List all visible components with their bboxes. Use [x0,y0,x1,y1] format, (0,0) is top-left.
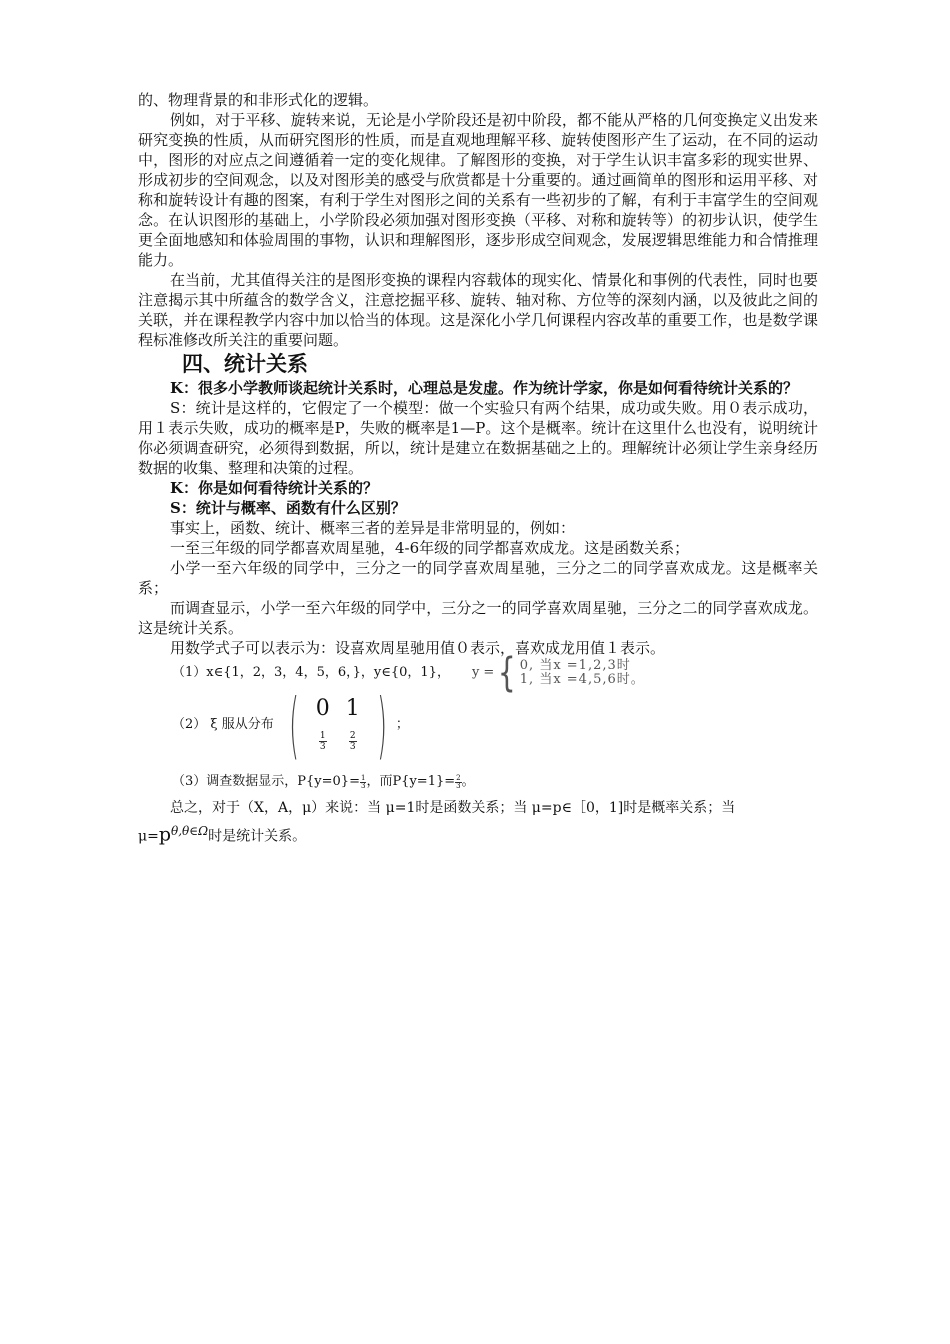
piecewise-function [471,650,645,696]
formula-2-text: （2） ξ 服从分布 [172,717,274,732]
fraction-denominator: 3 [456,781,461,790]
paragraph-1: 的、物理背景的和非形式化的逻辑。 [138,91,379,109]
question-1: K：很多小学教师谈起统计关系时，心理总是发虚。作为统计学家，你是如何看待统计关系的？ [170,379,799,397]
piecewise-cases [520,659,645,687]
fraction-denominator: 3 [319,741,326,752]
summary-theta: θ,θ∈Ω [171,824,209,838]
formula-1 [138,650,818,696]
paragraph-2: 例如，对于平移、旋转来说，无论是小学阶段还是初中阶段，都不能从严格的几何变换定义出发来研究变换的性质，从而研究图形的性质，而是直观地理解平移、旋转使图形产生了运动，在不同的运动中，图形的对应点之间遵循着一定的变化规律。了解图形的变换，对于学生认识丰富多彩的现实世界、形成初步的空间观念，以及对图形美的感受与欣赏都是十分重要的。通过画简单的图形和运用平移、对称和旋转设计有趣的图案，有利于学生对图形之间的关系有一些初步的了解，有利于丰富学生的空间观念。在认识图形的基础上，小学阶段必须加强对图形变换（平移、对称和旋转等）的初步认识，使学生更全面地感知和体验周围的事物，认识和理解图形，逐步形成空间观念，发展逻辑思维能力和合情推理能力。 [138,111,818,269]
formula-3-end: 。 [461,774,475,789]
fraction-denominator: 3 [349,741,356,752]
formula-2 [138,683,818,767]
formula-2-end: ； [395,717,409,732]
brace-icon: { [498,650,516,696]
example-probability: 小学一至六年级的同学中，三分之一的同学喜欢周星驰，三分之二的同学喜欢成龙。这是概率关系； [138,559,818,597]
matrix-prob-0 [308,731,338,752]
document-page [138,90,818,850]
formula-1-text: （1）x∈{1，2，3，4，5，6，}，y∈{0，1}， [172,665,450,680]
formula-3 [138,768,818,796]
formula-3-text-b: ，而P{y=1}= [366,774,456,789]
paragraph-3: 在当前，尤其值得关注的是图形变换的课程内容载体的现实化、情景化和事例的代表性，同时也要注意揭示其中所蕴含的数学含义，注意挖掘平移、旋转、轴对称、方位等的深刻内涵，以及彼此之间的关联，并在课程教学内容中加以恰当的体现。这是深化小学几何课程内容改革的重要工作，也是数学课程标准修改所关注的重要问题。 [138,271,818,349]
matrix-value-0: 0 [315,696,330,721]
question-2: K：你是如何看待统计关系的？ [170,479,379,497]
piecewise-case-1: 0, 当x =1,2,3时 [519,658,631,673]
left-paren-icon: ( [288,683,299,767]
summary-line-2 [138,818,818,850]
piecewise-case-2: 1, 当x =4,5,6时。 [519,672,645,687]
summary-mu: μ= [138,828,159,845]
piecewise-y: y = [471,665,495,680]
example-statistics: 而调查显示，小学一至六年级的同学中，三分之一的同学喜欢周星驰，三分之二的同学喜欢成龙。这是统计关系。 [138,599,818,637]
answer-1: S：统计是这样的，它假定了一个模型：做一个实验只有两个结果，成功或失败。用０表示成功，用１表示失败，成功的概率是P，失败的概率是1—P。这个是概率。统计在这里什么也没有，说明统计你必须调查研究，必须得到数据，所以，统计是建立在数据基础之上的。理解统计必须让学生亲身经历数据的收集、整理和决策的过程。 [138,399,818,477]
summary-line-1: 总之，对于（X，A，μ）来说：当 μ=1时是函数关系；当 μ=p∈［0，1]时是概率关系；当 [170,800,736,816]
distribution-matrix [280,683,396,767]
matrix-value-1: 1 [345,696,360,721]
fraction-denominator: 3 [360,781,366,790]
summary-p: p [158,823,172,846]
right-paren-icon: ) [376,683,387,767]
example-formula-intro: 用数学式子可以表示为：设喜欢周星驰用值０表示，喜欢成龙用值１表示。 [170,639,666,657]
answer-2: 事实上，函数、统计、概率三者的差异是非常明显的，例如： [170,519,576,537]
question-3: S：统计与概率、函数有什么区别？ [170,499,406,517]
example-function: 一至三年级的同学都喜欢周星驰，4-6年级的同学都喜欢成龙。这是函数关系； [170,539,690,557]
formula-3-text-a: （3）调查数据显示，P{y=0}= [172,774,360,789]
summary-end: 时是统计关系。 [208,828,307,845]
fraction-numerator: 2 [456,773,461,782]
fraction-numerator: 1 [360,773,366,782]
section-heading: 四、统计关系 [182,352,308,376]
matrix-grid [308,693,368,757]
fraction-numerator: 2 [349,730,356,741]
matrix-prob-1 [338,731,368,752]
fraction-numerator: 1 [319,730,326,741]
